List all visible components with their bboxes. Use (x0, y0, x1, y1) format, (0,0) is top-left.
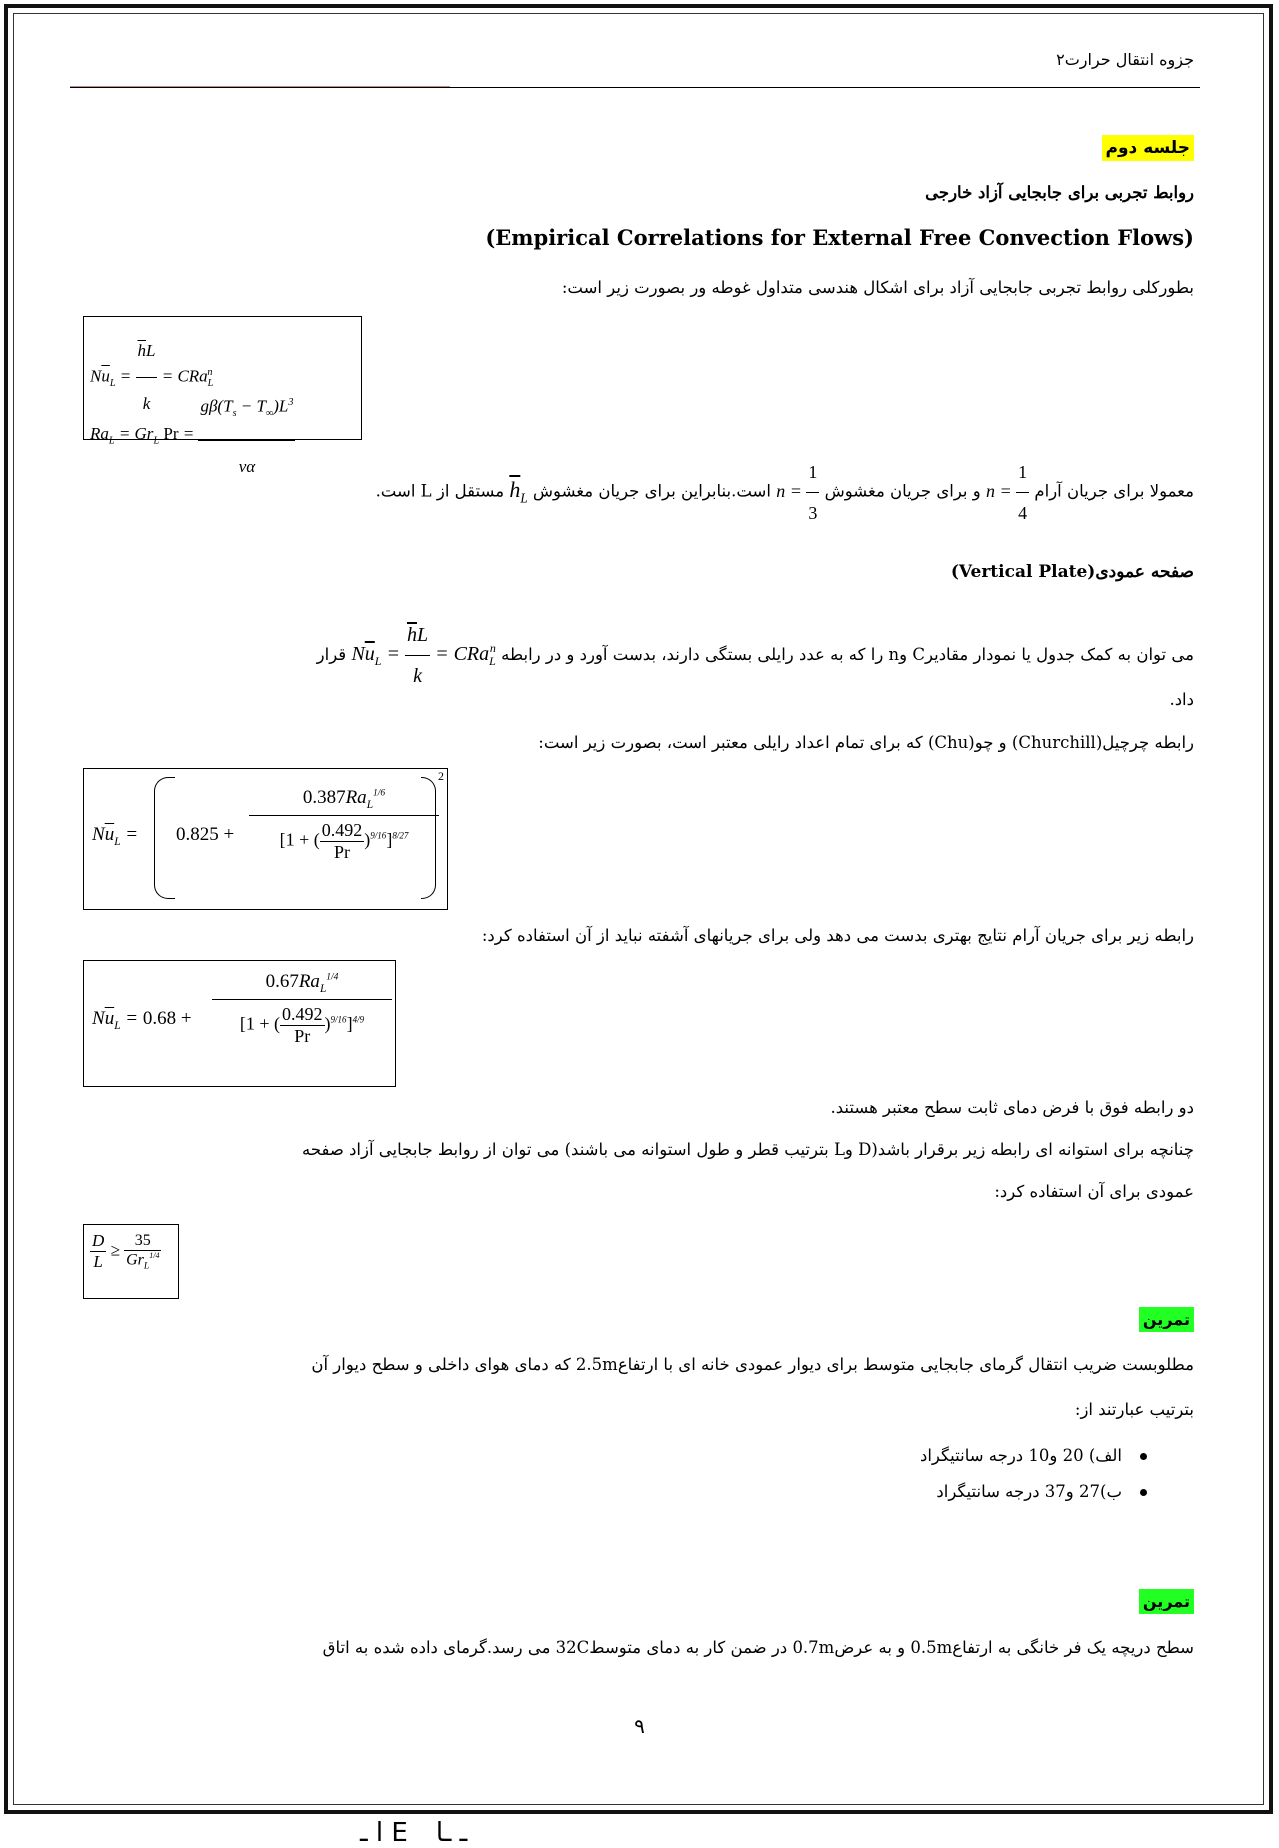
session-label-wrap (1102, 138, 1194, 158)
header-rule (70, 87, 1200, 88)
p1-text-b: قرار (316, 645, 347, 665)
right-brace (421, 777, 436, 899)
section1-note (376, 452, 1194, 533)
note-part2: و برای جریان مغشوش (824, 481, 981, 501)
equation-box-churchill-chu: $N\overline{u}_L$ = 0.825 + $0.387Ra_L^{1/6}$ [1 + ( $\frac{0.492}{Pr}$ )$^{9/16}$]$^{8/27}$ 2 (83, 768, 448, 910)
exercise1-label-wrap (1139, 1310, 1194, 1329)
section2-title: صفحه عمودی(Vertical Plate) (950, 562, 1194, 582)
section2-p5: چنانچه برای استوانه ای رابطه زیر برقرار باشد(D وL بترتیب قطر و طول استوانه می باشند) می توان از روابط جابجایی آزاد صفحه (301, 1140, 1194, 1159)
equation-box-general (83, 316, 362, 477)
page-number: ۹ (634, 1714, 645, 1738)
eq-nu-inline: $N\overline{u}_L$ = $\frac{\overline{h}L}{k}$ = CRa$_L^n$ (351, 643, 495, 665)
section2-p6: عمودی برای آن استفاده کرد: (994, 1182, 1194, 1201)
laminar-fraction: $0.67Ra_L^{1/4}$ [1 + ( $\frac{0.492}{Pr}$ )$^{9/16}$]$^{4/9}$ (212, 971, 392, 1047)
p1-text-a: می توان به کمک جدول یا نمودار مقادیرC وn را که به عدد رایلی بستگی دارند، بدست آورد و در رابطه (501, 645, 1194, 665)
equation-box-cylinder: $\frac{D}{L}$ ≥ $\frac{35}{Gr_L^{1/4}}$ (83, 1224, 179, 1299)
exercise2-label: تمرین (1139, 1589, 1194, 1614)
eq-nu-general: $N\overline{u}_L$ = $\frac{\overline{h}L}{k}$ = CRa$_L^n$ (90, 325, 355, 377)
eq-ra-definition: $Ra_L = Gr_L$ Pr = $\frac{g\beta(T_s - T_\infty)L^3}{v\alpha}$ (90, 377, 355, 429)
section2-p1 (317, 615, 1194, 696)
header-rule-accent (70, 86, 450, 87)
eq-h-bar: $\overline{h}_L$ (509, 476, 528, 506)
header-title: جزوه انتقال حرارت۲ (1056, 50, 1194, 69)
list-item: الف) 20 و10 درجه سانتیگراد (920, 1438, 1147, 1474)
bullet-icon (1140, 1453, 1147, 1460)
eq-n-laminar: n = $\frac{1}{4}$ (986, 481, 1029, 501)
eq-n-turbulent: n = $\frac{1}{3}$ (776, 481, 819, 501)
exercise1-list (920, 1438, 1147, 1510)
note-part1: معمولا برای جریان آرام (1034, 481, 1194, 501)
section2-p3: رابطه زیر برای جریان آرام نتایج بهتری بدست می دهد ولی برای جریانهای آشفته نباید از آن استفاده کرد: (481, 926, 1194, 945)
note-part4: مستقل از L است. (375, 481, 505, 501)
equation-box-laminar: $N\overline{u}_L = 0.68$ + $0.67Ra_L^{1/4}$ [1 + ( $\frac{0.492}{Pr}$ )$^{9/16}$]$^{4/9}$ (83, 960, 396, 1087)
section2-p4: دو رابطه فوق با فرض دمای ثابت سطح معتبر هستند. (830, 1098, 1194, 1117)
exercise2-text: سطح دریچه یک فر خانگی به ارتفاع0.5m و به عرض0.7m در ضمن کار به دمای متوسط32C می رسد.گرمای داده شده به اتاق (322, 1638, 1194, 1657)
left-brace (154, 777, 175, 899)
exercise1-label: تمرین (1139, 1307, 1194, 1332)
session-label: جلسه دوم (1102, 135, 1194, 161)
section1-intro: بطورکلی روابط تجربی جابجایی آزاد برای اشکال هندسی متداول غوطه ور بصورت زیر است: (561, 278, 1194, 297)
section1-title-fa: روابط تجربی برای جابجایی آزاد خارجی (925, 183, 1194, 202)
bullet-icon (1140, 1489, 1147, 1496)
section1-title-en: (Empirical Correlations for External Free Convection Flows) (485, 225, 1194, 250)
exercise1-text1: مطلوبست ضریب انتقال گرمای جابجایی متوسط برای دیوار عمودی خانه ای با ارتفاع2.5m که دمای هوای داخلی و سطح دیوار آن (311, 1355, 1194, 1374)
list-item: ب)27 و37 درجه سانتیگراد (920, 1474, 1147, 1510)
note-part3: است.بنابراین برای جریان مغشوش (532, 481, 771, 501)
section2-p1-end: داد. (1169, 690, 1194, 709)
churchill-fraction: $0.387Ra_L^{1/6}$ [1 + ( $\frac{0.492}{Pr}$ )$^{9/16}$]$^{8/27}$ (249, 787, 439, 863)
exercise1-text2: بترتیب عبارتند از: (1074, 1400, 1194, 1419)
exercise2-label-wrap (1139, 1592, 1194, 1611)
footer-cut-text: ا ـ Eـ ـا (360, 1818, 468, 1848)
section2-p2: رابطه چرچیل(Churchill) و چو(Chu) که برای تمام اعداد رایلی معتبر است، بصورت زیر است: (538, 733, 1194, 752)
